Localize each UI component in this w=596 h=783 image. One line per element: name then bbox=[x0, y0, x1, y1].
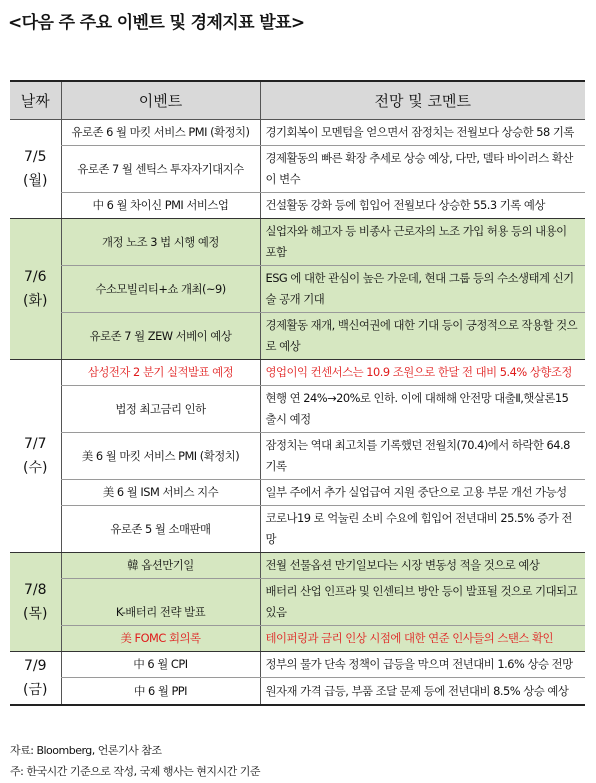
date-cell bbox=[10, 360, 61, 553]
event-cell: 韓 옵션만기일 bbox=[61, 553, 260, 579]
comment-cell: 잠정치는 역대 최고치를 기록했던 전월치(70.4)에서 하락한 64.8 기록 bbox=[260, 433, 585, 480]
header-date: 날짜 bbox=[10, 81, 61, 120]
date-cell bbox=[10, 553, 61, 652]
date-cell bbox=[10, 219, 61, 360]
comment-cell: 원자재 가격 급등, 부품 조달 문제 등에 전년대비 8.5% 상승 예상 bbox=[260, 678, 585, 705]
event-cell: 개정 노조 3 법 시행 예정 bbox=[61, 219, 260, 266]
event-cell: 中 6 월 PPI bbox=[61, 678, 260, 705]
comment-cell: 코로나19 로 억눌린 소비 수요에 힘입어 전년대비 25.5% 증가 전망 bbox=[260, 506, 585, 553]
table-row bbox=[10, 120, 585, 146]
weekday-label: (금) bbox=[23, 682, 48, 698]
table-row bbox=[10, 480, 585, 506]
table-row bbox=[10, 579, 585, 626]
event-cell: 법정 최고금리 인하 bbox=[61, 386, 260, 433]
event-cell: 유로존 6 월 마킷 서비스 PMI (확정치) bbox=[61, 120, 260, 146]
event-cell-highlight: 美 FOMC 회의록 bbox=[61, 626, 260, 652]
footnotes bbox=[10, 740, 260, 782]
table-row bbox=[10, 652, 585, 678]
table-row bbox=[10, 219, 585, 266]
table-row bbox=[10, 433, 585, 480]
comment-cell: 일부 주에서 추가 실업급여 지원 중단으로 고용 부문 개선 가능성 bbox=[260, 480, 585, 506]
event-cell: 유로존 7 월 센틱스 투자자기대지수 bbox=[61, 146, 260, 193]
table-row bbox=[10, 313, 585, 360]
comment-cell: 건설활동 강화 등에 힘입어 전월보다 상승한 55.3 기록 예상 bbox=[260, 193, 585, 219]
event-cell: 유로존 5 월 소매판매 bbox=[61, 506, 260, 553]
date-label: 7/8 bbox=[23, 582, 47, 598]
date-label: 7/6 bbox=[23, 269, 47, 285]
page-title: <다음 주 주요 이벤트 및 경제지표 발표> bbox=[8, 13, 305, 33]
event-cell: 美 6 월 ISM 서비스 지수 bbox=[61, 480, 260, 506]
comment-cell: 경제활동 재개, 백신여권에 대한 기대 등이 긍정적으로 작용할 것으로 예상 bbox=[260, 313, 585, 360]
header-comment: 전망 및 코멘트 bbox=[260, 81, 585, 120]
date-label: 7/5 bbox=[23, 149, 47, 165]
comment-cell: ESG 에 대한 관심이 높은 가운데, 현대 그룹 등의 수소생태계 신기술 공개 기대 bbox=[260, 266, 585, 313]
source-note: 자료: Bloomberg, 언론기사 참조 bbox=[10, 744, 162, 757]
table-row bbox=[10, 626, 585, 652]
event-cell: 유로존 7 월 ZEW 서베이 예상 bbox=[61, 313, 260, 360]
weekday-label: (수) bbox=[23, 460, 48, 476]
table-row bbox=[10, 360, 585, 386]
comment-cell: 실업자와 해고자 등 비종사 근로자의 노조 가입 허용 등의 내용이 포함 bbox=[260, 219, 585, 266]
table-row bbox=[10, 386, 585, 433]
event-cell: 中 6 월 차이신 PMI 서비스업 bbox=[61, 193, 260, 219]
comment-cell: 배터리 산업 인프라 및 인센티브 방안 등이 발표될 것으로 기대되고 있음 bbox=[260, 579, 585, 626]
comment-cell-highlight: 테이퍼링과 금리 인상 시점에 대한 연준 인사들의 스탠스 확인 bbox=[260, 626, 585, 652]
header-event: 이벤트 bbox=[61, 81, 260, 120]
comment-cell: 경기회복이 모멘텀을 얻으면서 잠정치는 전월보다 상승한 58 기록 bbox=[260, 120, 585, 146]
comment-cell: 현행 연 24%→20%로 인하. 이에 대해해 안전망 대출Ⅱ,햇살론15 출시 예정 bbox=[260, 386, 585, 433]
comment-cell: 경제활동의 빠른 확장 추세로 상승 예상, 다만, 델타 바이러스 확산이 변수 bbox=[260, 146, 585, 193]
weekday-label: (화) bbox=[23, 293, 48, 309]
event-cell: 수소모빌리티+쇼 개최(~9) bbox=[61, 266, 260, 313]
event-cell: 中 6 월 CPI bbox=[61, 652, 260, 678]
timezone-note: 주: 한국시간 기준으로 작성, 국제 행사는 현지시간 기준 bbox=[10, 765, 260, 778]
date-label: 7/7 bbox=[23, 436, 47, 452]
weekday-label: (목) bbox=[23, 606, 48, 622]
event-cell-highlight: 삼성전자 2 분기 실적발표 예정 bbox=[61, 360, 260, 386]
table-row bbox=[10, 193, 585, 219]
comment-cell: 정부의 물가 단속 정책이 급등을 막으며 전년대비 1.6% 상승 전망 bbox=[260, 652, 585, 678]
date-cell bbox=[10, 652, 61, 706]
table-header-row bbox=[10, 81, 585, 120]
table-row bbox=[10, 266, 585, 313]
date-cell bbox=[10, 120, 61, 219]
table-row bbox=[10, 146, 585, 193]
table-row bbox=[10, 506, 585, 553]
event-schedule-table bbox=[10, 80, 585, 706]
event-cell: K-배터리 전략 발표 bbox=[61, 579, 260, 626]
weekday-label: (월) bbox=[23, 173, 48, 189]
comment-cell-highlight: 영업이익 컨센서스는 10.9 조원으로 한달 전 대비 5.4% 상향조정 bbox=[260, 360, 585, 386]
date-label: 7/9 bbox=[23, 658, 47, 674]
comment-cell: 전월 선물옵션 만기일보다는 시장 변동성 적을 것으로 예상 bbox=[260, 553, 585, 579]
event-cell: 美 6 월 마킷 서비스 PMI (확정치) bbox=[61, 433, 260, 480]
table-row bbox=[10, 678, 585, 705]
table-row bbox=[10, 553, 585, 579]
